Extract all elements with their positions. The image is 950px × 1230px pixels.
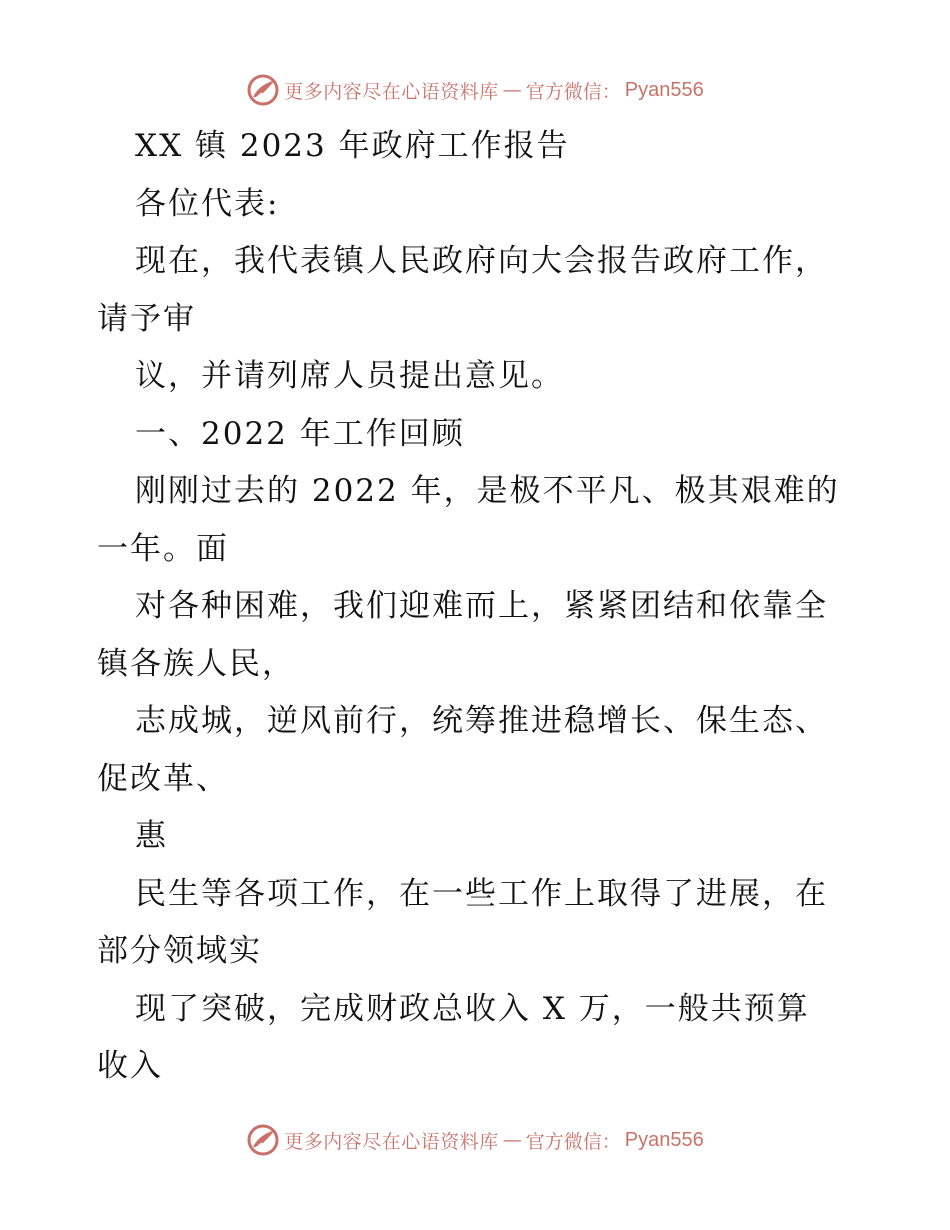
header-banner <box>0 70 950 110</box>
document-line: 一年。面 <box>97 530 229 567</box>
document-line: 促改革、 <box>97 760 229 797</box>
banner-separator: — <box>502 79 522 101</box>
document-line: 镇各族人民， <box>97 645 295 682</box>
document-line: 部分领域实 <box>97 933 262 969</box>
document-line: 惠 <box>135 818 168 854</box>
document-line: 各位代表: <box>135 185 280 222</box>
banner-slogan: 更多内容尽在心语资料库 <box>284 1130 499 1153</box>
document-line: 刚刚过去的 2022 年，是极不平凡、极其艰难的 <box>135 473 840 509</box>
document-line: 现了突破，完成财政总收入 X 万，一般共预算 <box>135 990 810 1027</box>
document-body <box>97 118 857 1096</box>
pen-logo-icon <box>246 1123 280 1157</box>
document-line: 议，并请列席人员提出意见。 <box>135 358 564 394</box>
banner-wechat-id: Pyan556 <box>624 78 704 101</box>
banner-wechat-label: 官方微信： <box>525 80 621 103</box>
document-line: 收入 <box>97 1048 163 1084</box>
banner-slogan: 更多内容尽在心语资料库 <box>284 80 499 103</box>
document-line: 现在，我代表镇人民政府向大会报告政府工作， <box>135 243 828 279</box>
document-line: 一、2022 年工作回顾 <box>135 415 465 452</box>
document-line: 请予审 <box>97 300 196 337</box>
document-line: 对各种困难，我们迎难而上，紧紧团结和依靠全 <box>135 588 828 624</box>
banner-wechat-label: 官方微信： <box>525 1130 621 1153</box>
banner-separator: — <box>502 1129 522 1151</box>
document-line: XX 镇 2023 年政府工作报告 <box>135 128 570 164</box>
document-line: 民生等各项工作，在一些工作上取得了进展，在 <box>135 875 828 912</box>
banner-wechat-id: Pyan556 <box>624 1128 704 1151</box>
document-line: 志成城，逆风前行，统筹推进稳增长、保生态、 <box>135 703 828 739</box>
pen-logo-icon <box>246 73 280 107</box>
footer-banner <box>0 1120 950 1160</box>
